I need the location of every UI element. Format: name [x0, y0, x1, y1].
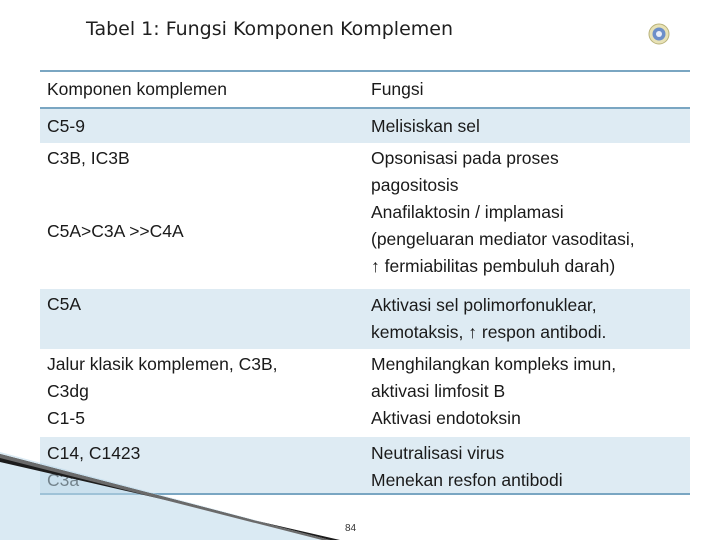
- table-row: [40, 289, 690, 349]
- cell-text: Aktivasi endotoksin: [371, 408, 521, 428]
- cell-text: C1-5: [47, 408, 85, 428]
- header-component: Komponen komplemen: [47, 79, 227, 99]
- cell-text: (pengeluaran mediator vasoditasi,: [371, 229, 635, 249]
- table-row: [40, 143, 690, 289]
- cell-text: C3B, IC3B: [47, 148, 130, 168]
- cell-text: C3dg: [47, 381, 89, 401]
- cell-text: kemotaksis, ↑ respon antibodi.: [371, 322, 607, 342]
- cell-text: C14, C1423: [47, 443, 141, 463]
- header-function: Fungsi: [371, 79, 424, 99]
- cell-text: Melisiskan sel: [371, 115, 480, 136]
- cell-text: pagositosis: [371, 175, 459, 195]
- cell-text: C5A>C3A >>C4A: [47, 221, 184, 241]
- table-header-row: [40, 70, 690, 109]
- slide-title: Tabel 1: Fungsi Komponen Komplemen: [86, 18, 454, 40]
- page-number: 84: [345, 523, 357, 534]
- cell-text: C5A: [47, 294, 82, 314]
- cell-text: Menghilangkan kompleks imun,: [371, 354, 617, 374]
- cell-text: Jalur klasik komplemen, C3B,: [47, 354, 278, 374]
- cell-text: aktivasi limfosit B: [371, 381, 506, 401]
- table-row: [40, 109, 690, 143]
- table-row: [40, 349, 690, 437]
- cell-text: Menekan resfon antibodi: [371, 470, 563, 490]
- cell-text: Neutralisasi virus: [371, 443, 505, 463]
- decorative-wedge: [0, 440, 360, 540]
- cell-text: ↑ fermiabilitas pembuluh darah): [371, 256, 616, 276]
- cell-text: Opsonisasi pada proses: [371, 148, 559, 168]
- cell-text: C5-9: [47, 115, 85, 136]
- cell-text: Aktivasi sel polimorfonuklear,: [371, 295, 597, 315]
- cell-text: Anafilaktosin / implamasi: [371, 202, 564, 222]
- complement-table: [40, 70, 690, 495]
- logo-icon: [648, 23, 670, 45]
